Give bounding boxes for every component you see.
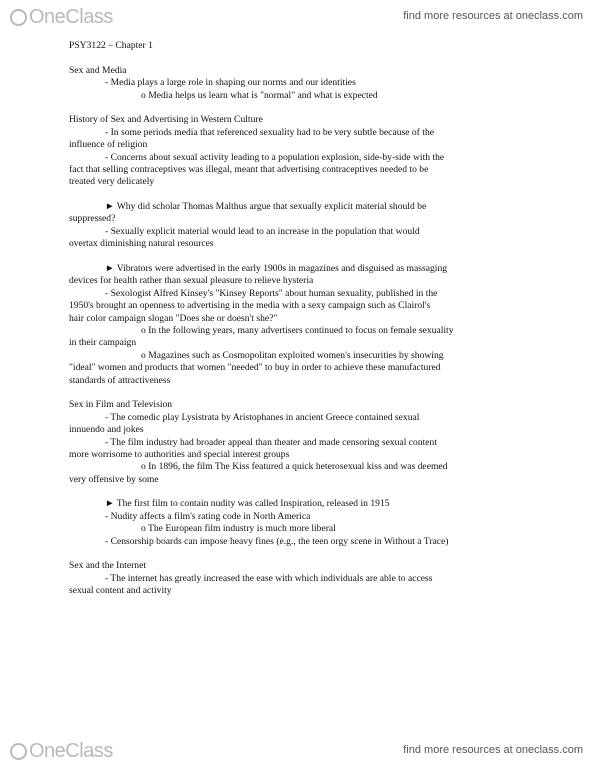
document-line: - In some periods media that referenced sexuality had to be very subtle because of the	[105, 126, 434, 138]
document-line: ► The first film to contain nudity was called Inspiration, released in 1915	[105, 498, 390, 510]
document-line: innuendo and jokes	[69, 424, 144, 436]
document-line: Sex and Media	[69, 64, 127, 76]
document-line: - Sexually explicit material would lead to an increase in the population that would	[105, 225, 420, 237]
document-line: ► Vibrators were advertised in the early 1900s in magazines and disguised as massaging	[105, 263, 448, 275]
blank-line	[69, 548, 539, 560]
blank-line	[69, 52, 539, 64]
logo-text: OneClass	[29, 740, 113, 762]
oneclass-logo[interactable]	[10, 740, 113, 763]
logo-ring-icon	[10, 9, 27, 26]
document-line: more worrisome to authorities and special interest groups	[69, 448, 290, 460]
page-header	[0, 0, 595, 30]
document-line: ► Why did scholar Thomas Malthus argue that sexually explicit material should be	[105, 201, 427, 213]
document-line: - The internet has greatly increased the ease with which individuals are able to access	[105, 572, 433, 584]
document-line: overtax diminishing natural resources	[69, 238, 214, 250]
document-line: devices for health rather than sexual pleasure to relieve hysteria	[69, 275, 314, 287]
document-line: o The European film industry is much more liberal	[141, 523, 336, 535]
document-line: Sex in Film and Television	[69, 399, 173, 411]
blank-line	[69, 486, 539, 498]
blank-line	[69, 387, 539, 399]
document-line: o In 1896, the film The Kiss featured a quick heterosexual kiss and was deemed	[141, 461, 448, 473]
document-line: influence of religion	[69, 139, 148, 151]
header-tagline[interactable]: find more resources at oneclass.com	[403, 10, 583, 22]
document-line: "ideal" women and products that women "needed" to buy in order to achieve these manufactured	[69, 362, 441, 374]
logo-text: OneClass	[29, 6, 113, 28]
document-line: - Nudity affects a film's rating code in North America	[105, 510, 311, 522]
document-title: PSY3122 – Chapter 1	[69, 40, 153, 51]
document-line: - The film industry had broader appeal than theater and made censoring sexual content	[105, 436, 438, 448]
document-line: o Media helps us learn what is "normal" and what is expected	[141, 89, 378, 101]
document-line: - Concerns about sexual activity leading to a population explosion, side-by-side with the	[105, 151, 445, 163]
page-footer	[0, 734, 595, 764]
document-line: in their campaign	[69, 337, 137, 349]
document-line: Sex and the Internet	[69, 560, 146, 572]
logo-ring-icon	[10, 743, 27, 760]
blank-line	[69, 251, 539, 263]
footer-tagline[interactable]: find more resources at oneclass.com	[403, 744, 583, 756]
document-line: sexual content and activity	[69, 585, 172, 597]
document-line: - Media plays a large role in shaping our norms and our identities	[105, 77, 356, 89]
blank-line	[69, 102, 539, 114]
document-line: - Sexologist Alfred Kinsey's "Kinsey Reports" about human sexuality, published in the	[105, 287, 438, 299]
document-line: fact that selling contraceptives was illegal, meant that advertising contraceptives needed to be	[69, 163, 429, 175]
document-line: 1950's brought an openness to advertising in the media with a sexy campaign such as Clairol's	[69, 300, 431, 312]
document-line: o In the following years, many advertisers continued to focus on female sexuality	[141, 324, 454, 336]
document-line: - The comedic play Lysistrata by Aristophanes in ancient Greece contained sexual	[105, 411, 420, 423]
document-line: History of Sex and Advertising in Western Culture	[69, 114, 263, 126]
document-line: treated very delicately	[69, 176, 155, 188]
document-line: very offensive by some	[69, 473, 159, 485]
document-line: o Magazines such as Cosmopolitan exploited women's insecurities by showing	[141, 349, 444, 361]
oneclass-logo[interactable]	[10, 6, 113, 29]
document-line: - Censorship boards can impose heavy fines (e.g., the teen orgy scene in Without a Trace)	[105, 535, 449, 547]
document-line: hair color campaign slogan "Does she or doesn't she?"	[69, 312, 278, 324]
document-body	[69, 40, 539, 598]
document-line: suppressed?	[69, 213, 116, 225]
document-line: standards of attractiveness	[69, 374, 171, 386]
blank-line	[69, 189, 539, 201]
